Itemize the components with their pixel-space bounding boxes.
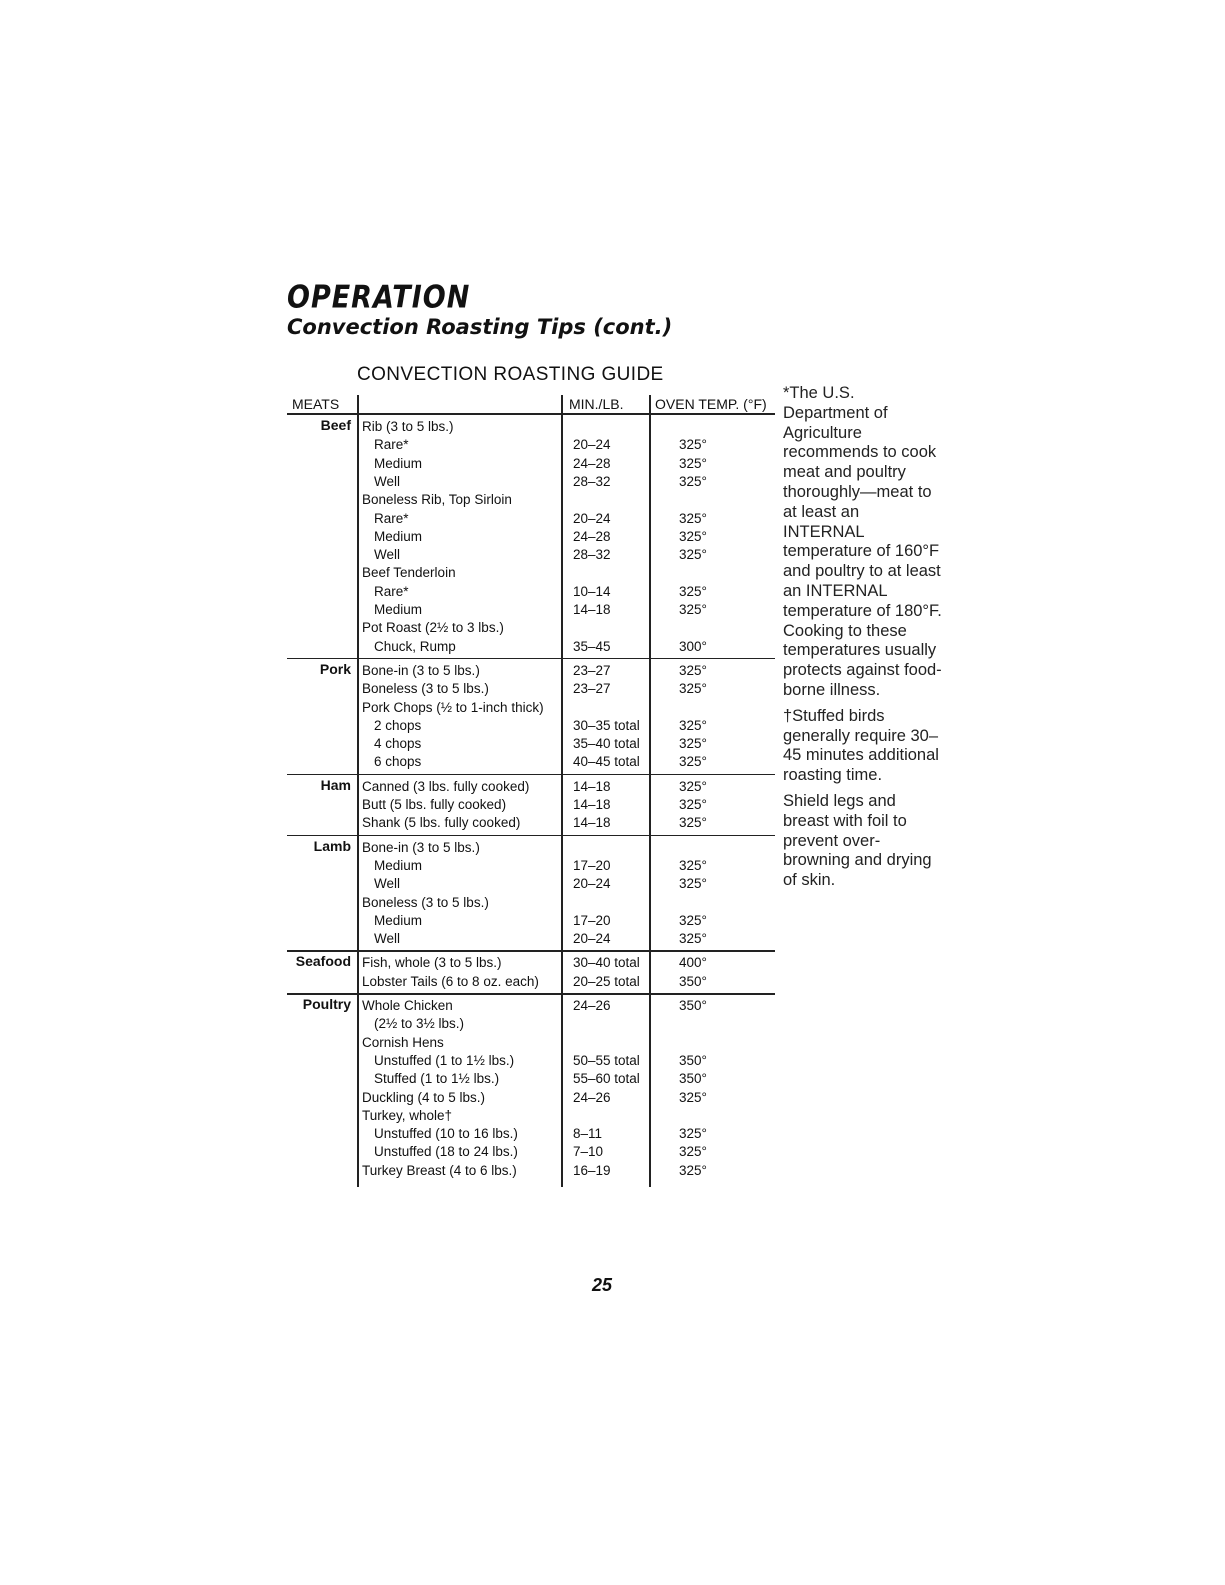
row-label: Well bbox=[374, 931, 401, 947]
row-min-per-lb: 55–60 total bbox=[573, 1071, 640, 1087]
row-min-per-lb: 20–24 bbox=[573, 510, 611, 526]
row-label: Boneless (3 to 5 lbs.) bbox=[362, 681, 489, 697]
row-label: Beef Tenderloin bbox=[362, 565, 456, 581]
row-min-per-lb: 28–32 bbox=[573, 547, 611, 563]
notes-column bbox=[783, 384, 943, 897]
row-min-per-lb: 20–24 bbox=[573, 876, 611, 892]
section-subtitle: Convection Roasting Tips (cont.) bbox=[287, 315, 673, 339]
row-label: Rare* bbox=[374, 437, 409, 453]
row-oven-temp: 325° bbox=[679, 815, 707, 831]
row-label: Canned (3 lbs. fully cooked) bbox=[362, 778, 530, 794]
row-label: Medium bbox=[374, 528, 423, 544]
row-min-per-lb: 8–11 bbox=[573, 1126, 603, 1142]
row-min-per-lb: 16–19 bbox=[573, 1162, 611, 1178]
row-min-per-lb: 7–10 bbox=[573, 1144, 604, 1160]
row-oven-temp: 325° bbox=[679, 876, 707, 892]
stuffed-birds-note: †Stuffed birds generally require 30–45 minutes additional roasting time. bbox=[783, 706, 939, 785]
row-label: Pot Roast (2½ to 3 lbs.) bbox=[362, 620, 504, 636]
row-label: Boneless (3 to 5 lbs.) bbox=[362, 894, 489, 910]
category-label: Seafood bbox=[295, 953, 351, 970]
row-label: Turkey, whole† bbox=[362, 1107, 453, 1123]
category-separator bbox=[287, 950, 775, 952]
shield-note: Shield legs and breast with foil to prevent over-browning and drying of skin. bbox=[783, 791, 932, 890]
row-oven-temp: 325° bbox=[679, 510, 707, 526]
row-oven-temp: 300° bbox=[679, 638, 707, 654]
col-header-min-per-lb: MIN./LB. bbox=[564, 395, 655, 415]
category-label: Poultry bbox=[302, 996, 351, 1012]
row-oven-temp: 325° bbox=[679, 912, 707, 928]
row-oven-temp: 325° bbox=[679, 1126, 707, 1142]
row-min-per-lb: 50–55 total bbox=[573, 1052, 640, 1068]
row-min-per-lb: 20–25 total bbox=[573, 973, 640, 989]
row-min-per-lb: 20–24 bbox=[573, 931, 611, 947]
row-label: Cornish Hens bbox=[362, 1034, 444, 1050]
row-oven-temp: 350° bbox=[679, 973, 707, 989]
col-divider-2 bbox=[561, 395, 563, 1187]
row-label: Pork Chops (½ to 1-inch thick) bbox=[362, 699, 544, 715]
row-label: 4 chops bbox=[374, 736, 422, 752]
row-label: Butt (5 lbs. fully cooked) bbox=[362, 797, 507, 812]
row-label: Stuffed (1 to 1½ lbs.) bbox=[374, 1071, 500, 1087]
row-label: Medium bbox=[374, 602, 423, 617]
row-min-per-lb: 35–40 total bbox=[573, 736, 640, 752]
section-title: OPERATION bbox=[287, 279, 471, 316]
row-oven-temp: 325° bbox=[679, 736, 707, 752]
row-label: Whole Chicken bbox=[362, 998, 453, 1013]
row-label: Bone-in (3 to 5 lbs.) bbox=[362, 839, 480, 855]
row-label: Boneless Rib, Top Sirloin bbox=[362, 492, 512, 508]
row-oven-temp: 325° bbox=[679, 857, 707, 873]
category-separator bbox=[287, 774, 775, 776]
row-oven-temp: 325° bbox=[679, 437, 707, 453]
row-min-per-lb: 23–27 bbox=[573, 681, 611, 697]
header-rule bbox=[287, 413, 775, 415]
row-label: Fish, whole (3 to 5 lbs.) bbox=[362, 955, 502, 971]
row-label: Medium bbox=[374, 857, 423, 873]
row-label: Lobster Tails (6 to 8 oz. each) bbox=[362, 973, 539, 989]
row-oven-temp: 325° bbox=[679, 1089, 707, 1105]
row-min-per-lb: 35–45 bbox=[573, 638, 611, 654]
row-min-per-lb: 14–18 bbox=[573, 815, 611, 831]
row-min-per-lb: 24–26 bbox=[573, 1089, 611, 1105]
row-label: Bone-in (3 to 5 lbs.) bbox=[362, 662, 480, 678]
row-label: 6 chops bbox=[374, 754, 422, 770]
row-label: Rare* bbox=[374, 510, 409, 526]
row-oven-temp: 325° bbox=[679, 931, 707, 947]
row-min-per-lb: 14–18 bbox=[573, 778, 611, 794]
row-oven-temp: 325° bbox=[679, 797, 707, 812]
row-oven-temp: 325° bbox=[679, 717, 707, 733]
page-number: 25 bbox=[592, 1275, 613, 1295]
row-min-per-lb: 30–35 total bbox=[573, 717, 640, 733]
row-oven-temp: 325° bbox=[679, 583, 707, 599]
row-label: Well bbox=[374, 876, 401, 892]
category-label: Ham bbox=[320, 776, 351, 793]
col-divider-3 bbox=[649, 395, 651, 1187]
row-label: 2 chops bbox=[374, 717, 422, 733]
row-min-per-lb: 24–26 bbox=[573, 998, 611, 1013]
row-min-per-lb: 17–20 bbox=[573, 912, 611, 928]
row-min-per-lb: 28–32 bbox=[573, 473, 611, 489]
category-separator bbox=[287, 658, 775, 660]
row-label: Turkey Breast (4 to 6 lbs.) bbox=[362, 1162, 517, 1178]
row-label: Medium bbox=[374, 455, 423, 471]
row-oven-temp: 325° bbox=[679, 681, 707, 697]
row-oven-temp: 325° bbox=[679, 778, 707, 794]
guide-title: CONVECTION ROASTING GUIDE bbox=[357, 364, 664, 385]
row-min-per-lb: 24–28 bbox=[573, 528, 611, 544]
row-min-per-lb: 20–24 bbox=[573, 437, 611, 453]
category-label: Lamb bbox=[313, 837, 351, 854]
row-oven-temp: 325° bbox=[679, 602, 707, 617]
row-oven-temp: 325° bbox=[679, 547, 707, 563]
row-label: Shank (5 lbs. fully cooked) bbox=[362, 815, 521, 831]
row-oven-temp: 400° bbox=[679, 955, 707, 971]
row-label: (2½ to 3½ lbs.) bbox=[374, 1016, 465, 1032]
row-label: Well bbox=[374, 473, 401, 489]
row-label: Unstuffed (1 to 1½ lbs.) bbox=[374, 1052, 515, 1068]
row-oven-temp: 325° bbox=[679, 455, 707, 471]
row-label: Chuck, Rump bbox=[374, 638, 456, 654]
row-oven-temp: 325° bbox=[679, 754, 707, 770]
row-label: Rare* bbox=[374, 583, 409, 599]
row-label: Rib (3 to 5 lbs.) bbox=[362, 419, 454, 434]
usda-note: *The U.S. Department of Agriculture recommends to cook meat and poultry thoroughly—meat to at least an INTERNAL temperature of 160°F and poultry to at least an INTERNAL temperature of 180°F. Cooking to these temperatures usually protects against food-borne illness. bbox=[783, 384, 942, 699]
row-oven-temp: 325° bbox=[679, 662, 707, 678]
col-divider-1 bbox=[357, 395, 359, 1187]
row-min-per-lb: 24–28 bbox=[573, 455, 611, 471]
row-oven-temp: 325° bbox=[679, 1162, 707, 1178]
row-label: Medium bbox=[374, 912, 423, 928]
category-label: Beef bbox=[320, 417, 351, 433]
row-min-per-lb: 23–27 bbox=[573, 662, 611, 678]
row-label: Unstuffed (18 to 24 lbs.) bbox=[374, 1144, 518, 1160]
row-min-per-lb: 17–20 bbox=[573, 857, 611, 873]
row-oven-temp: 350° bbox=[679, 1071, 707, 1087]
row-oven-temp: 350° bbox=[679, 1052, 707, 1068]
row-oven-temp: 350° bbox=[679, 998, 707, 1013]
category-separator bbox=[287, 993, 775, 995]
row-min-per-lb: 14–18 bbox=[573, 602, 611, 617]
category-separator bbox=[287, 835, 775, 837]
row-min-per-lb: 10–14 bbox=[573, 583, 611, 599]
row-label: Well bbox=[374, 547, 401, 563]
row-oven-temp: 325° bbox=[679, 473, 707, 489]
row-oven-temp: 325° bbox=[679, 528, 707, 544]
category-label: Pork bbox=[319, 660, 351, 677]
col-header-meats: MEATS bbox=[287, 395, 354, 415]
row-min-per-lb: 40–45 total bbox=[573, 754, 640, 770]
row-label: Unstuffed (10 to 16 lbs.) bbox=[374, 1126, 518, 1142]
col-header-oven-temp: OVEN TEMP. (°F) bbox=[651, 395, 773, 415]
row-min-per-lb: 14–18 bbox=[573, 797, 611, 812]
row-oven-temp: 325° bbox=[679, 1144, 707, 1160]
row-min-per-lb: 30–40 total bbox=[573, 955, 640, 971]
row-label: Duckling (4 to 5 lbs.) bbox=[362, 1089, 486, 1105]
